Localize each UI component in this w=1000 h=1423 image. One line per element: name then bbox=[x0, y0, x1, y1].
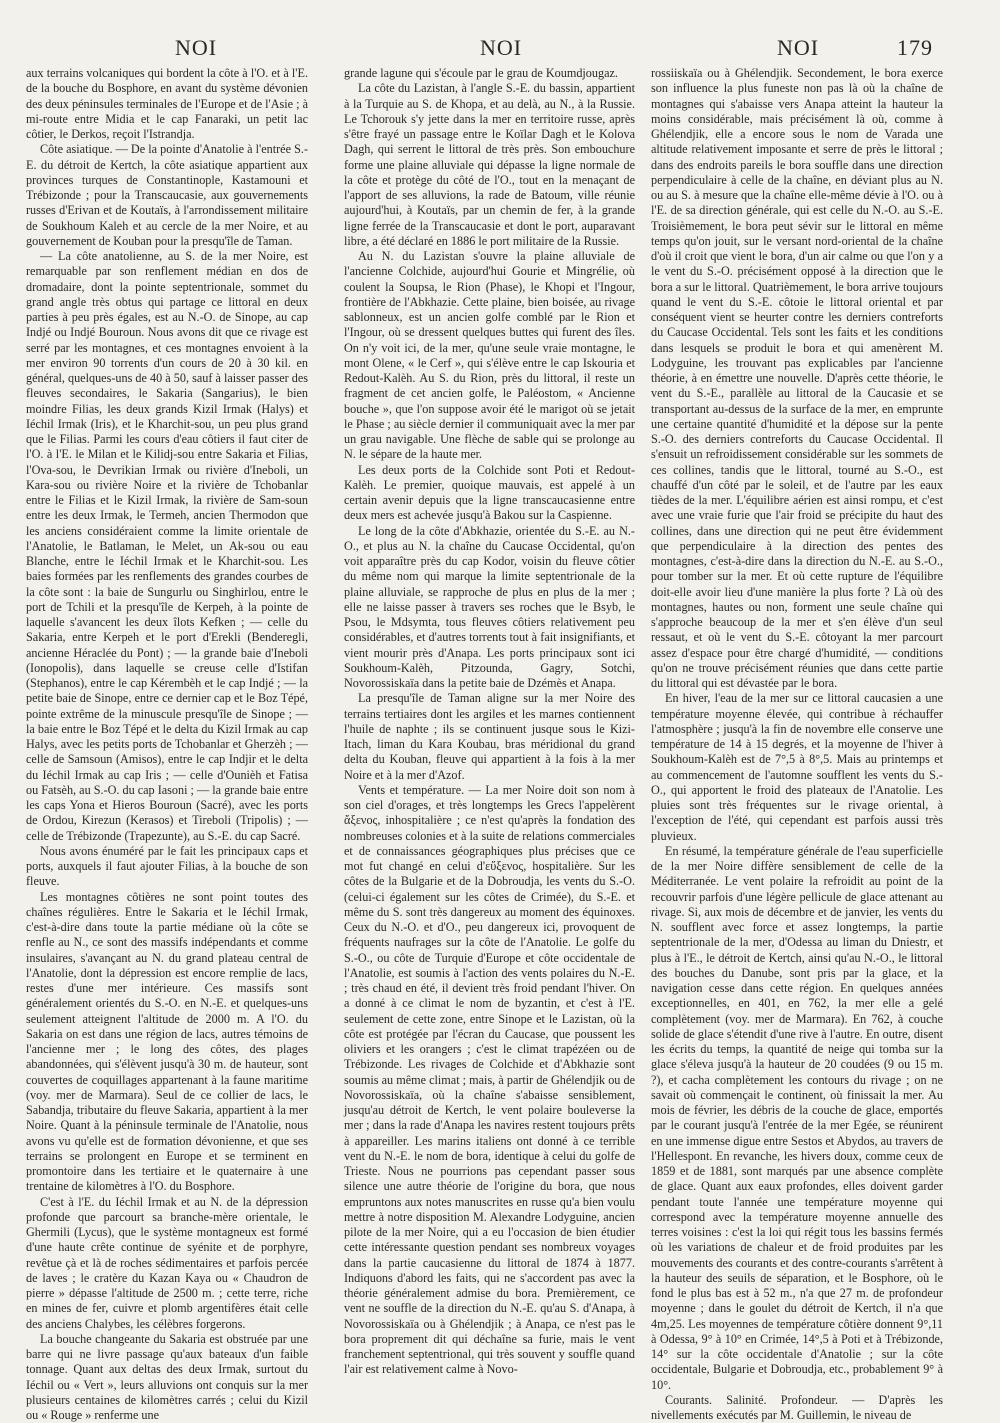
paragraph: rossiiskaïa ou à Ghélendjik. Secondement, le bora exerce son influence la plus funeste non pas là où la chaîne de montagnes qui s'abaisse vers Anapa atteint la hauteur la moins considérable, mais précisément là où, comme à Ghélendjik, elle a encore sous le nom de Varada une altitude relativement imposante et serre de près le littoral ; dans des endroits pareils le bora souffle dans une direction perpendiculaire à celle de la chaîne, en déviant plus au N. ou au S. à mesure que la chaîne elle-même dévie à l'O. ou à l'E. de sa direction générale, qui est celle du N.-O. au S.-E. Troisièmement, le bora peut sévir sur le littoral en même temps qu'on jouit, sur le versant nord-oriental de la chaîne d'où il croit que vient le bora, d'un air calme ou que l'on y a le vent du S.-O. précisément opposé à la direction que le bora a sur le littoral. Quatrièmement, le bora arrive toujours quand le vent du S.-E. côtoie le littoral oriental et par conséquent vient se heurter contre les derniers contreforts du Caucase Occidental. Tels sont les faits et les conditions dans lesquels se produit le bora et qui amenèrent M. Lodyguine, les trouvant pas explicables par l'ancienne théorie, à en émettre une nouvelle. D'après cette théorie, le vent du S.-E., parallèle au littoral de la Caucasie et se transportant au-dessus de la surface de la mer, en emprunte une certaine quantité d'humidité et la dépose sur la pente S.-O. des derniers contreforts du Caucase Occidental. Il s'ensuit un refroidissement considérable sur les sommets de ces collines, tandis que le littoral, tourné au S.-O., est chauffé d'un côté par le soleil, et de l'autre par les eaux tièdes de la mer. L'équilibre aérien est ainsi rompu, et c'est avec une vraie furie que l'air froid se précipite du haut des collines, dans une direction qui ne peut être évidemment que perpendiculaire à la direction des pentes des montagnes, c'est-à-dire dans la direction du N.-E. au S.-O., pour tomber sur la mer. Et où cette rupture de l'équilibre doit-elle avoir lieu d'une manière la plus forte ? Là où des montagnes, hautes ou non, forment une seule chaîne qui s'approche beaucoup de la mer et s'en élève d'un seul ressaut, et où le vent du S.-E. côtoyant la mer parcourt assez d'espace pour être chargé d'humidité, — conditions qu'on ne trouve précisément réunies que dans cette partie du littoral qui est dévastée par le bora. bbox=[651, 66, 943, 690]
paragraph: Vents et température. — La mer Noire doit son nom à son ciel d'orages, et très longtemps les Grecs l'appelèrent ἄξενος, inhospitalière ; ce n'est qu'après la fondation des nombreuses colonies et à la suite de relations commerciales et de connaissances géographiques plus précises que ce mot fut changé en celui d'εὔξενος, hospitalière. Sur les côtes de la Bulgarie et de la Dobroudja, les vents du S.-O. (celui-ci également sur les côtes de Crimée), du S.-E. et même du S. sont très dangereux au moment des équinoxes. Ceux du N.-O. et d'O., peu dangereux ici, provoquent de fréquents naufrages sur la côte de l'Anatolie. Le golfe du S.-O., ou côte de Turquie d'Europe et côte occidentale de l'Anatolie, est soumis à l'action des vents polaires du N.-E. ; très chaud en été, il devient très froid pendant l'hiver. On a donné à ce climat le nom de byzantin, et c'est à l'E. seulement de cette zone, entre Sinope et le Lazistan, où la côte est protégée par l'écran du Caucase, que poussent les oliviers et les orangers ; c'est le climat trapézéen ou de Trébizonde. Les rivages de Colchide et d'Abkhazie sont soumis au même climat ; mais, à partir de Ghélendjik ou de Novorossiskaïa, où la chaîne s'abaisse sensiblement, jusqu'au détroit de Kertch, le vent polaire bouleverse la mer ; dans la rade d'Anapa les navires restent toujours prêts à appareiller. Les marins italiens ont donné à ce terrible vent du N.-E. le nom de bora, identique à celui du golfe de Trieste. Nous ne pourrions pas cependant passer sous silence une autre théorie de l'origine du bora, que nous empruntons aux notes manuscrites en russe qu'a bien voulu mettre à notre disposition M. Alexandre Lodyguine, ancien pilote de la mer Noire, qui a eu l'occasion de bien étudier cette intéressante question pendant ses nombreux voyages dans la partie caucasienne du littoral de 1874 à 1877. Indiquons d'abord les faits, qui ne s'accordent pas avec la théorie généralement admise du bora. Premièrement, ce vent ne souffle de la direction du N.-E. qu'au S. d'Anapa, à Novorossiskaïa ou à Ghélendjik ; à Anapa, ce n'est pas le bora proprement dit qui déchaîne sa furie, mais le vent franchement septentrional, qui très souvent y souffle quand l'air est relativement calme à Novo- bbox=[344, 782, 635, 1377]
text-column-3 bbox=[651, 66, 943, 1422]
paragraph: C'est à l'E. du Iéchil Irmak et au N. de la dépression profonde que parcourt sa branche-mère orientale, le Ghermili (Lycus), que le système montagneux est formé d'une haute crête continue de syénite et de porphyre, revêtue çà et là de roches sédimentaires et parfois percée de laves ; le cratère du Kazan Kaya ou « Chaudron de pierre » dépasse l'altitude de 2500 m. ; cette terre, riche en mines de fer, cuivre et plomb argentifères était celle des anciens Chalybes, les célèbres forgerons. bbox=[26, 1194, 308, 1331]
paragraph: La presqu'île de Taman aligne sur la mer Noire des terrains tertiaires dont les argiles et les marnes contiennent l'huile de naphte ; ils se continuent jusque sous le Kizi-Itach, liman du Kara Koubau, bras méridional du grand delta du Kouban, fleuve qui appartient à la fois à la mer Noire et à la mer d'Azof. bbox=[344, 691, 635, 782]
paragraph: La bouche changeante du Sakaria est obstruée par une barre qui ne livre passage qu'aux bateaux d'un faible tonnage. Quant aux deltas des deux Irmak, surtout du Iéchil ou « Vert », leurs alluvions ont conquis sur la mer plusieurs centaines de kilomètres carrés ; celui du Kizil ou « Rouge » renferme une bbox=[26, 1331, 308, 1422]
paragraph: grande lagune qui s'écoule par le grau de Koumdjougaz. bbox=[344, 66, 618, 80]
text-column-2 bbox=[344, 66, 635, 1406]
paragraph: Au N. du Lazistan s'ouvre la plaine alluviale de l'ancienne Colchide, aujourd'hui Gourie et Mingrélie, où coulent la Soupsa, le Rion (Phase), le Khopi et l'Ingour, frontière de l'Abkhazie. Cette plaine, bien boisée, au rivage sablonneux, est un ancien golfe comblé par le Rion et l'Ingour, où se dressent quelques buttes qui furent des îles. On n'y voit ici, de la mer, qu'une seule vraie montagne, le mont Olene, « le Cerf », qui s'élève entre le cap Iskouria et Redout-Kalèh. Au S. du Rion, près du littoral, il reste un fragment de cet ancien golfe, le Paléostom, « Ancienne bouche », que l'on suppose avoir été le marigot où se jetait le Phase ; au siècle dernier il communiquait avec la mer par un grau navigable. Une flèche de sable qui se prolonge au N. le sépare de la haute mer. bbox=[344, 249, 635, 462]
paragraph: Nous avons énuméré par le fait les principaux caps et ports, auxquels il faut ajouter Filias, à la bouche de son fleuve. bbox=[26, 843, 308, 889]
paragraph: Le long de la côte d'Abkhazie, orientée du S.-E. au N.-O., et plus au N. la chaîne du Caucase Occidental, qu'on voit apparaître près du cap Kodor, voisin du fleuve côtier du même nom qui marque la limite septentrionale de la plaine alluviale, se rapproche de plus en plus de la mer ; elle ne laisse passer à travers ses roches que le Bsyb, le Psou, le Mdsymta, tous fleuves côtiers relativement peu considérables, et d'autres torrents tout à fait insignifiants, et vient mourir près d'Anapa. Les ports principaux sont ici Soukhoum-Kalèh, Pitzounda, Gagry, Sotchi, Novorossiskaïa dans la petite baie de Dzémès et Anapa. bbox=[344, 523, 635, 690]
page-number: 179 bbox=[897, 35, 933, 60]
paragraph: En hiver, l'eau de la mer sur ce littoral caucasien a une température moyenne élevée, qui contribue à réchauffer l'atmosphère ; jusqu'à la fin de novembre elle conserve une température de 14 à 15 degrés, et la moyenne de l'hiver à Soukhoum-Kalèh est de 7°,5 à 8°,5. Mais au printemps et au commencement de l'automne soufflent les vents du S.-O., qui apportent le froid des plateaux de l'Anatolie. Les pluies sont très fréquentes sur le rivage oriental, à l'exception de l'été, qui cependant est parfois aussi très pluvieux. bbox=[651, 691, 943, 843]
running-head-left: NOI bbox=[175, 35, 218, 60]
paragraph: — La côte anatolienne, au S. de la mer Noire, est remarquable par son renflement médian en dos de dromadaire, dont la pointe septentrionale, sommet du grand angle très obtus qui partage ce littoral en deux parties à peu près égales, est au N.-O. de Sinope, au cap Indjé ou Indjé Bouroun. Nous avons dit que ce rivage est serré par les montagnes, et ces montagnes envoient à la mer environ 90 torrents d'un cours de 20 à 30 kil. en général, quelques-uns de 40 à 50, sauf à laisser passer des fleuves secondaires, le Sakaria (Sangarius), le bien moindre Filias, les deux grands Kizil Irmak (Halys) et Iéchil Irmak (Iris), et le Kharchit-sou, un peu plus grand que le Filias. Parmi les cours d'eau côtiers il faut citer de l'O. à l'E. le Milan et le Kilidj-sou entre Sakaria et Filias, l'Ova-sou, le Devrikian Irmak ou rivière d'Ineboli, un Kara-sou ou rivière Noire et la rivière de Tchobanlar entre le Filias et le Kizil Irmak, la rivière de Sam-soun entre les deux Irmak, le Termeh, ancien Thermodon que les anciens considéraient comme la limite orientale de l'Anatolie, le Batlaman, le Melet, un Ak-sou ou eau Blanche, entre le Iéchil Irmak et le Kharchit-sou. Les baies formées par les renflements des grandes courbes de la côte sont : la baie de Sungurlu ou Singhirlou, entre le port de Tchili et la presqu'île de Kerpeh, à la pointe de laquelle s'avancent les deux îlots Kefken ; — celle du Sakaria, entre Kerpeh et le port d'Erekli (Benderegli, ancienne Héraclée du Pont) ; — la grande baie d'Ineboli (Ionopolis), dans laquelle se creuse celle d'Istifan (Stephanos), entre le cap Kérembèh et le cap Indjé ; — la petite baie de Sinope, entre ce dernier cap et le Boz Tépé, pointe extrême de la minuscule presqu'île de Sinope ; — la baie entre le Boz Tépé et le delta du Kizil Irmak au cap Halys, avec les petits ports de Tchobanlar et Gherzèh ; — celle de Samsoun (Amisos), entre le cap Indjir et le delta du Iéchil Irmak au cap Iris ; — celle d'Ounièh et Fatisa ou Fatsèh, au S.-O. du cap Iasoni ; — la grande baie entre les caps Yona et Hieros Bouroun (Sacré), avec les ports de Ordou, Kirezun (Kerasos) et Tireboli (Tripolis) ; — celle de Trébizonde (Trapezunte), au S.-E. du cap Sacré. bbox=[26, 249, 308, 843]
paragraph: La côte du Lazistan, à l'angle S.-E. du bassin, appartient à la Turquie au S. de Khopa, et au delà, au N., à la Russie. Le Tchorouk s'y jette dans la mer en territoire russe, après s'être frayé un passage entre le Koïlar Dagh et le Kolova Dagh, qui serrent le littoral de très près. Son embouchure forme une plaine alluviale qui dépasse la ligne normale de la côte et protège du côté de l'O., tout en la menaçant de l'apport de ses alluvions, la rade de Batoum, ville réunie aujourd'hui, à Koutaïs, par un chemin de fer, à la grande ligne ferrée de la Transcaucasie et dont le port, auparavant libre, a été déclaré en 1886 le port militaire de la Russie. bbox=[344, 81, 635, 248]
paragraph: En résumé, la température générale de l'eau superficielle de la mer Noire diffère sensiblement de celle de la Méditerranée. Le vent polaire la refroidit au point de la recouvrir parfois d'une légère pellicule de glace attenant au rivage. Si, aux mois de décembre et de janvier, les vents du N. soufflent avec force et assez longtemps, la partie septentrionale de la mer, d'Odessa au liman du Dniestr, et plus à l'E., le détroit de Kertch, ainsi qu'au N.-O., le littoral des bouches du Danube, sont pris par la glace, et la navigation cesse dans cette région. En quelques années exceptionnelles, en 401, en 762, la mer elle a gelé complètement (voy. mer de Marmara). En 762, à couche solide de glace s'étendit d'une rive à l'autre. En outre, disent les écrits du temps, la quantité de neige qui tomba sur la glace s'éleva jusqu'à la hauteur de 20 coudées (9 ou 15 m. ?), et cacha complètement les contours du rivage ; on ne savait où commençait le continent, où finissait la mer. Au mois de février, les débris de la couche de glace, emportés par le courant jusqu'à l'entrée de la mer Egée, se réunirent en une immense digue entre Sestos et Abydos, au travers de l'Hellespont. En revanche, les hivers doux, comme ceux de 1859 et de 1881, sont marqués par une absence complète de glace. Quant aux eaux profondes, elles doivent garder pendant toute l'année une température moyenne qui correspond avec la température moyenne annuelle des terres voisines : c'est la loi qui régit tous les bassins fermés où les variations de chaleur et de froid produites par les mouvements des courants et des contre-courants s'arrêtent à la hauteur des seuils de séparation, et le Bosphore, où le fond le plus bas est à 52 m., n'a que 27 m. de profondeur moyenne ; dans le goulet du détroit de Kertch, il n'a que 4m,25. Les moyennes de température côtière donnent 9°,11 à Odessa, 9° à 10° en Crimée, 14°,5 à Poti et à Trébizonde, 14° sur la côte occidentale d'Anatolie ; sur la côte occidentale, Bulgarie et Dobroudja, etc., probablement 9° à 10°. bbox=[651, 843, 943, 1392]
text-column-1 bbox=[26, 66, 308, 1422]
paragraph: Courants. Salinité. Profondeur. — D'après les nivellements exécutés par M. Guillemin, le niveau de bbox=[651, 1392, 943, 1422]
paragraph: Côte asiatique. — De la pointe d'Anatolie à l'entrée S.-E. du détroit de Kertch, la côte asiatique appartient aux provinces turques de Constantinople, Kastamouni et Trébizonde ; pour la Transcaucasie, aux gouvernements russes d'Erivan et de Koutaïs, à l'arrondissement militaire de Soukhoum Kaleh et au cercle de la mer Noire, et au gouvernement de Kouban pour la presqu'île de Taman. bbox=[26, 142, 308, 248]
running-head-center: NOI bbox=[480, 35, 523, 60]
running-head-right: NOI bbox=[777, 35, 820, 60]
paragraph: Les deux ports de la Colchide sont Poti et Redout-Kalèh. Le premier, quoique mauvais, est appelé à un certain avenir depuis que la ligne transcaucasienne entre deux mers est achevée jusqu'à Bakou sur la Caspienne. bbox=[344, 462, 635, 523]
paragraph: Les montagnes côtières ne sont point toutes des chaînes régulières. Entre le Sakaria et le Iéchil Irmak, c'est-à-dire dans toute la partie médiane où la côte se renfle au N., ce sont des massifs indépendants et comme insulaires, s'avançant au N. du grand plateau central de l'Anatolie, dont la dépression est encore remplie de lacs, restes d'une mer intérieure. Ces massifs sont généralement orientés du S.-O. en N.-E. et quelques-uns seulement atteignent l'altitude de 2000 m. A l'O. du Sakaria on est dans une région de lacs, autres témoins de l'ancienne mer ; le long des côtes, des plages abandonnées, qui s'élèvent jusqu'à 30 m. de hauteur, sont couvertes de coquillages appartenant à la faune maritime (voy. mer de Marmara). Seul de ce collier de lacs, le Sabandja, tributaire du fleuve Sakaria, appartient à la mer Noire. Quant à la péninsule terminale de l'Anatolie, nous avons vu qu'elle est de formation dévonienne, et que ses terrains se prolongent en Europe et se terminent en promontoire dans les tertiaire et le quaternaire à une trentaine de kilomètres à l'O. du Bosphore. bbox=[26, 889, 308, 1194]
paragraph: aux terrains volcaniques qui bordent la côte à l'O. et à l'E. de la bouche du Bosphore, en avant du système dévonien des deux péninsules terminales de l'Europe et de l'Asie ; à mi-route entre Midia et le cap Fanaraki, un petit lac côtier, le Derkos, reçoit l'Istrandja. bbox=[26, 66, 308, 141]
